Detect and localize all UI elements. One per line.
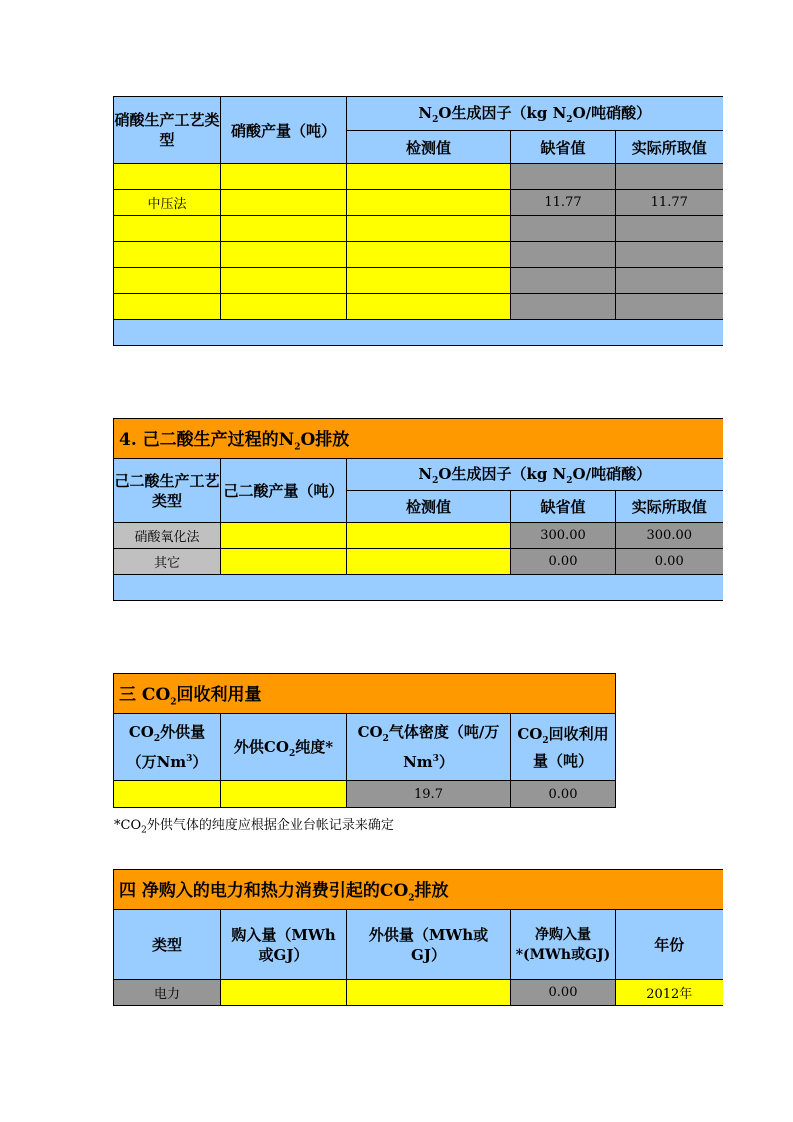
- output-input[interactable]: [221, 523, 347, 549]
- actual-value: [616, 242, 723, 268]
- output-input[interactable]: [221, 242, 347, 268]
- default-value: [511, 164, 616, 190]
- header-default: 缺省值: [511, 131, 616, 164]
- actual-value: 0.00: [616, 549, 723, 575]
- table-row: [114, 242, 723, 268]
- year-cell[interactable]: 2012年: [616, 980, 723, 1006]
- default-value: 11.77: [511, 190, 616, 216]
- co2-recovery-table: [113, 673, 616, 808]
- table-row: [114, 294, 723, 320]
- header-supplied: 外供量（MWh或 GJ）: [347, 910, 511, 980]
- header-co2-supplied: $CO_2$外供量 （万Nm$^3$）: [114, 714, 221, 781]
- net-purchased-value: 0.00: [511, 980, 616, 1006]
- co2-density-value: 19.7: [347, 781, 511, 808]
- type-cell: 电力: [114, 980, 221, 1006]
- output-input[interactable]: [221, 549, 347, 575]
- header-measured: 检测值: [347, 491, 511, 523]
- header-process-type: 硝酸生产工艺类型: [114, 97, 221, 164]
- output-input[interactable]: [221, 294, 347, 320]
- header-default: 缺省值: [511, 491, 616, 523]
- default-value: 0.00: [511, 549, 616, 575]
- process-type-cell: 硝酸氧化法: [114, 523, 221, 549]
- measured-input[interactable]: [347, 523, 511, 549]
- measured-input[interactable]: [347, 216, 511, 242]
- co2-supplied-input[interactable]: [114, 781, 221, 808]
- process-type-cell[interactable]: [114, 268, 221, 294]
- output-input[interactable]: [221, 216, 347, 242]
- supplied-input[interactable]: [347, 980, 511, 1006]
- section-title: 三 $CO_2$回收利用量: [114, 674, 616, 714]
- co2-purity-input[interactable]: [221, 781, 347, 808]
- header-measured: 检测值: [347, 131, 511, 164]
- process-type-cell[interactable]: [114, 216, 221, 242]
- measured-input[interactable]: [347, 549, 511, 575]
- default-value: [511, 242, 616, 268]
- default-value: 300.00: [511, 523, 616, 549]
- table-row: [114, 980, 723, 1006]
- measured-input[interactable]: [347, 294, 511, 320]
- total-row: [114, 575, 723, 601]
- table-row: [114, 781, 616, 808]
- process-type-cell[interactable]: [114, 294, 221, 320]
- default-value: [511, 268, 616, 294]
- header-year: 年份: [616, 910, 723, 980]
- table-row: [114, 164, 723, 190]
- header-process-type: 己二酸生产工艺类型: [114, 459, 221, 523]
- header-purchased: 购入量（MWh 或GJ）: [221, 910, 347, 980]
- actual-value: 11.77: [616, 190, 723, 216]
- measured-input[interactable]: [347, 242, 511, 268]
- actual-value: [616, 216, 723, 242]
- adipic-acid-table: [113, 418, 723, 601]
- process-type-cell: 其它: [114, 549, 221, 575]
- table-row: [114, 190, 723, 216]
- header-output: 己二酸产量（吨）: [221, 459, 347, 523]
- process-type-cell[interactable]: [114, 242, 221, 268]
- output-input[interactable]: [221, 164, 347, 190]
- header-co2-purity: 外供$CO_2$纯度*: [221, 714, 347, 781]
- header-n2o-factor: $N_2O$生成因子（kg $N_2O/$吨硝酸）: [347, 459, 723, 491]
- measured-input[interactable]: [347, 164, 511, 190]
- process-type-cell[interactable]: [114, 164, 221, 190]
- co2-recovered-value: 0.00: [511, 781, 616, 808]
- measured-input[interactable]: [347, 268, 511, 294]
- net-purchase-table: [113, 869, 723, 1006]
- header-actual: 实际所取值: [616, 491, 723, 523]
- table-row: [114, 268, 723, 294]
- nitric-acid-table: [113, 96, 723, 346]
- header-net-purchased: 净购入量 *(MWh或GJ): [511, 910, 616, 980]
- total-row: [114, 320, 723, 346]
- table-row: [114, 216, 723, 242]
- actual-value: 300.00: [616, 523, 723, 549]
- header-type: 类型: [114, 910, 221, 980]
- table-row: [114, 523, 723, 549]
- default-value: [511, 294, 616, 320]
- default-value: [511, 216, 616, 242]
- output-input[interactable]: [221, 268, 347, 294]
- header-co2-recovered: $CO_2$回收利用 量（吨）: [511, 714, 616, 781]
- measured-input[interactable]: [347, 190, 511, 216]
- header-n2o-factor: $N_2O$生成因子（kg $N_2O/$吨硝酸）: [347, 97, 723, 131]
- actual-value: [616, 164, 723, 190]
- actual-value: [616, 294, 723, 320]
- section-title: 4. 己二酸生产过程的$N_2O$排放: [114, 419, 723, 459]
- section-title: 四 净购入的电力和热力消费引起的$CO_2$排放: [114, 870, 723, 910]
- output-input[interactable]: [221, 190, 347, 216]
- purchased-input[interactable]: [221, 980, 347, 1006]
- header-actual: 实际所取值: [616, 131, 723, 164]
- process-type-cell[interactable]: 中压法: [114, 190, 221, 216]
- header-co2-density: $CO_2$气体密度（吨/万 Nm$^3$）: [347, 714, 511, 781]
- actual-value: [616, 268, 723, 294]
- table-row: [114, 549, 723, 575]
- co2-purity-note: $*CO_2$外供气体的纯度应根据企业台帐记录来确定: [114, 818, 394, 836]
- header-output: 硝酸产量（吨）: [221, 97, 347, 164]
